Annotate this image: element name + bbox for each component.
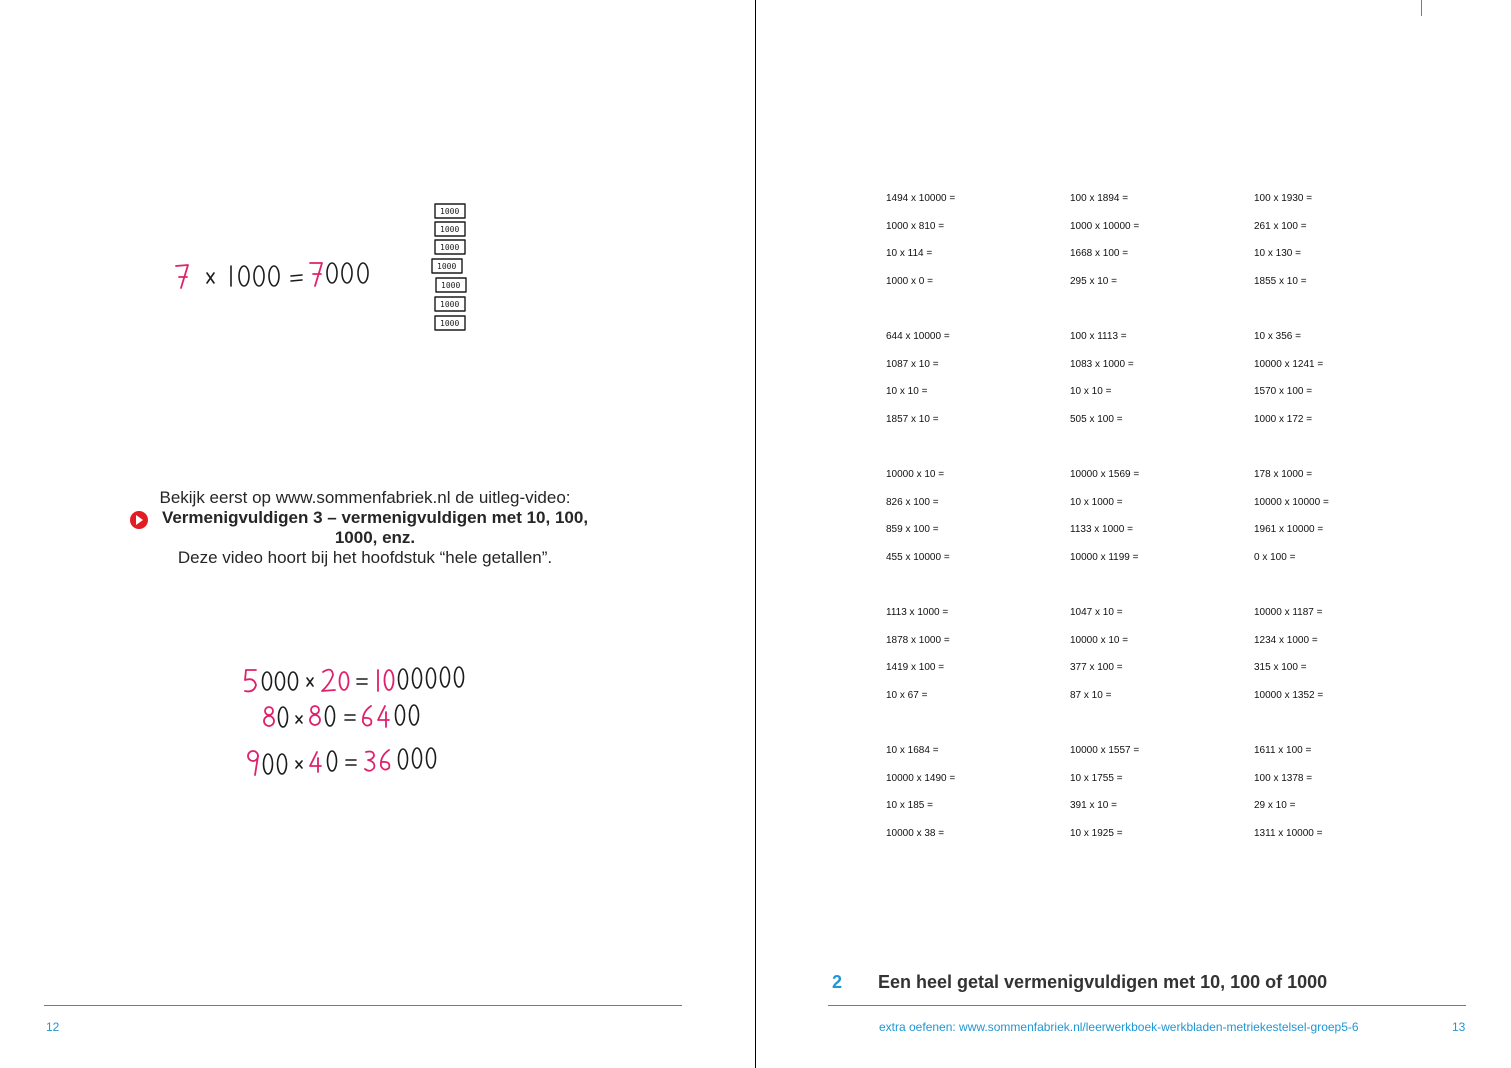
- exercise-item: 10 x 185 =: [886, 800, 933, 812]
- video-instruction: [130, 488, 600, 568]
- exercise-item: 10 x 1755 =: [1070, 772, 1123, 784]
- svg-text:1000: 1000: [441, 281, 461, 290]
- exercise-item: 644 x 10000 =: [886, 331, 950, 342]
- right-page-number: 13: [1452, 1020, 1466, 1034]
- exercise-item: 1878 x 1000 =: [886, 634, 950, 646]
- exercise-item: 100 x 1930 =: [1254, 193, 1313, 204]
- svg-text:1000: 1000: [437, 262, 457, 271]
- exercise-item: 1000 x 10000 =: [1070, 220, 1140, 232]
- exercise-item: 10000 x 1569 =: [1070, 469, 1140, 480]
- exercise-item: 10 x 114 =: [886, 248, 933, 260]
- exercise-item: 1311 x 10000 =: [1254, 827, 1323, 839]
- exercise-item: 295 x 10 =: [1070, 275, 1117, 287]
- left-footer-rule: [44, 1005, 682, 1006]
- svg-text:1000: 1000: [440, 319, 460, 328]
- exercise-item: 1133 x 1000 =: [1070, 524, 1133, 536]
- exercise-item: 391 x 10 =: [1070, 800, 1117, 812]
- exercise-item: 10000 x 1557 =: [1070, 745, 1140, 756]
- chapter-number: 2: [832, 972, 843, 992]
- exercise-item: 100 x 1113 =: [1070, 331, 1127, 342]
- exercise-item: 178 x 1000 =: [1254, 469, 1313, 480]
- svg-text:1000: 1000: [440, 225, 460, 234]
- equation-7x1000-illustration: [170, 252, 390, 292]
- exercise-item: 10000 x 10 =: [886, 469, 945, 480]
- exercise-item: 10 x 1000 =: [1070, 496, 1123, 508]
- exercise-item: 1494 x 10000 =: [886, 193, 956, 204]
- play-icon[interactable]: [130, 511, 148, 529]
- exercise-item: 1419 x 100 =: [886, 662, 945, 674]
- exercise-item: 826 x 100 =: [886, 496, 939, 508]
- video-link[interactable]: [130, 508, 600, 548]
- exercise-item: 10000 x 1241 =: [1254, 358, 1324, 370]
- footer-practice-link[interactable]: extra oefenen: www.sommenfabriek.nl/leerwerkboek-werkbladen-metriekestelsel-groep5-6: [879, 1020, 1359, 1034]
- exercise-item: 1668 x 100 =: [1070, 248, 1129, 260]
- exercise-item: 1855 x 10 =: [1254, 275, 1307, 287]
- exercise-item: 1570 x 100 =: [1254, 386, 1313, 398]
- exercise-item: 10000 x 10 =: [1070, 634, 1129, 646]
- exercise-item: 10 x 10 =: [1070, 386, 1112, 398]
- video-note-text: Deze video hoort bij het hoofdstuk “hele getallen”.: [177, 548, 553, 567]
- handwritten-equations-illustration: [240, 660, 480, 785]
- exercise-item: 1234 x 1000 =: [1254, 634, 1318, 646]
- svg-text:1000: 1000: [440, 300, 460, 309]
- page-fold-divider: [755, 0, 756, 1068]
- exercise-item: 0 x 100 =: [1254, 551, 1296, 563]
- exercise-item: 261 x 100 =: [1254, 220, 1307, 232]
- exercise-item: 10 x 10 =: [886, 386, 928, 398]
- exercise-item: 455 x 10000 =: [886, 551, 950, 563]
- chapter-title: Een heel getal vermenigvuldigen met 10, 100 of 1000: [878, 972, 1328, 992]
- exercise-item: 1083 x 1000 =: [1070, 358, 1134, 370]
- exercise-item: 10 x 356 =: [1254, 331, 1301, 342]
- exercise-item: 505 x 100 =: [1070, 413, 1123, 425]
- exercise-item: 10 x 130 =: [1254, 248, 1301, 260]
- exercise-item: 10000 x 1352 =: [1254, 689, 1324, 701]
- exercise-item: 10000 x 1199 =: [1070, 551, 1139, 563]
- exercise-item: 10000 x 1187 =: [1254, 607, 1323, 618]
- exercise-item: 10 x 67 =: [886, 689, 928, 701]
- corner-crop-mark: [1421, 0, 1422, 16]
- exercise-item: 87 x 10 =: [1070, 689, 1112, 701]
- video-intro-text: Bekijk eerst op www.sommenfabriek.nl de uitleg-video:: [159, 488, 571, 507]
- exercise-item: 1857 x 10 =: [886, 413, 939, 425]
- thousand-blocks-stack-icon: [430, 200, 470, 332]
- exercise-item: 10000 x 10000 =: [1254, 496, 1329, 508]
- video-title[interactable]: Vermenigvuldigen 3 – vermenigvuldigen met 10, 100, 1000, enz.: [161, 508, 589, 547]
- exercise-item: 29 x 10 =: [1254, 800, 1296, 812]
- exercise-item: 1047 x 10 =: [1070, 607, 1123, 618]
- left-page-number: 12: [46, 1020, 60, 1034]
- exercise-item: 1611 x 100 =: [1254, 745, 1312, 756]
- exercise-item: 10000 x 38 =: [886, 827, 945, 839]
- exercise-item: 1087 x 10 =: [886, 358, 939, 370]
- exercise-item: 10000 x 1490 =: [886, 772, 956, 784]
- exercise-item: 100 x 1378 =: [1254, 772, 1313, 784]
- exercise-item: 1961 x 10000 =: [1254, 524, 1324, 536]
- exercise-item: 10 x 1925 =: [1070, 827, 1123, 839]
- exercise-item: 315 x 100 =: [1254, 662, 1307, 674]
- exercise-item: 1000 x 810 =: [886, 220, 945, 232]
- exercise-item: 377 x 100 =: [1070, 662, 1123, 674]
- right-footer-rule: [828, 1005, 1466, 1006]
- exercise-item: 100 x 1894 =: [1070, 193, 1129, 204]
- svg-text:1000: 1000: [440, 243, 460, 252]
- exercise-item: 10 x 1684 =: [886, 745, 939, 756]
- svg-text:1000: 1000: [440, 207, 460, 216]
- exercise-item: 859 x 100 =: [886, 524, 939, 536]
- exercise-item: 1000 x 0 =: [886, 275, 933, 287]
- exercise-item: 1113 x 1000 =: [886, 607, 949, 618]
- exercise-item: 1000 x 172 =: [1254, 413, 1313, 425]
